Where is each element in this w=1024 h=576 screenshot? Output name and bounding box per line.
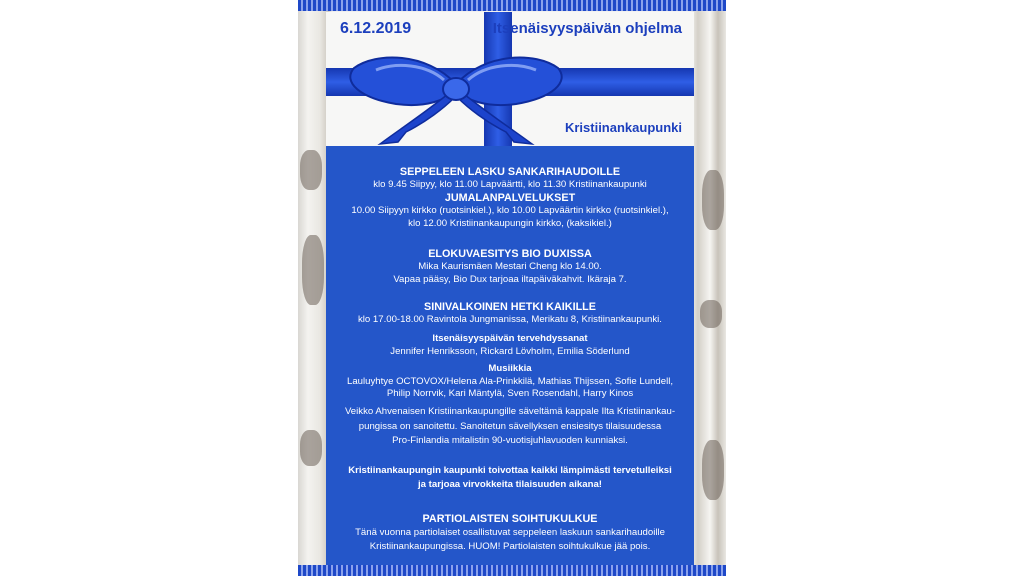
birch-bark-mark (300, 430, 322, 466)
moment-line: klo 17.00-18.00 Ravintola Jungmanissa, Merikatu 8, Kristiinankaupunki. (358, 314, 662, 325)
film-line-1: Mika Kaurismäen Mestari Cheng klo 14.00. (418, 261, 602, 272)
service-title: JUMALANPALVELUKSET (444, 192, 576, 204)
welcome-line-1: Kristiinankaupungin kaupunki toivottaa kaikki lämpimästi tervetulleiksi (348, 465, 672, 476)
scouts-line-1: Tänä vuonna partiolaiset osallistuvat seppeleen laskuun sankarihaudoille (355, 527, 665, 538)
scouts-title: PARTIOLAISTEN SOIHTUKULKUE (422, 513, 598, 525)
song-line-3: Pro-Finlandia mitalistin 90-vuotisjuhlavuoden kunniaksi. (392, 435, 628, 447)
music-title: Musiikkia (488, 363, 532, 374)
song-line-2: pungissa on sanoitettu. Sanoitetun sävellyksen ensiesitys tilaisuudessa (358, 420, 662, 432)
moment-section (326, 301, 694, 327)
welcome-section (326, 464, 694, 492)
song-line-1: Veikko Ahvenaisen Kristiinankaupungille säveltämä kappale Ilta Kristiinankau- (344, 406, 676, 417)
poster (298, 0, 726, 576)
service-line-2: klo 12.00 Kristiinankaupungin kirkko, (kaksikiel.) (408, 217, 612, 229)
film-section (326, 248, 694, 286)
scouts-line-2: Kristiinankaupungissa. HUOM! Partiolaisten soihtukulkue jää pois. (369, 541, 651, 552)
birch-bark-mark (702, 170, 724, 230)
birch-bark-mark (302, 235, 324, 305)
moment-title: SINIVALKOINEN HETKI KAIKILLE (424, 301, 596, 313)
service-line-1: 10.00 Siipyyn kirkko (ruotsinkiel.), klo 10.00 Lapväärtin kirkko (ruotsinkiel.), (351, 205, 669, 216)
ribbon-bow-icon (336, 42, 576, 146)
welcome-line-2: ja tarjoaa virvokkeita tilaisuuden aikana! (418, 479, 602, 490)
music-section (326, 363, 694, 401)
town-name: Kristiinankaupunki (564, 120, 682, 135)
service-section (326, 192, 694, 230)
program-title: Itsenäisyyspäivän ohjelma (492, 20, 682, 37)
greeting-title: Itsenäisyyspäivän tervehdyssanat (432, 333, 588, 344)
event-date: 6.12.2019 (340, 20, 412, 37)
birch-bark-mark (300, 150, 322, 190)
program-panel (326, 146, 694, 565)
song-section (326, 405, 694, 449)
film-line-2: Vapaa pääsy, Bio Dux tarjoaa iltapäiväkahvit. Ikäraja 7. (393, 273, 627, 285)
greeting-section (326, 333, 694, 358)
birch-bark-mark (702, 440, 724, 500)
wreath-title: SEPPELEEN LASKU SANKARIHAUDOILLE (399, 166, 621, 178)
bottom-stripe-border (298, 565, 726, 576)
top-stripe-border (298, 0, 726, 11)
birch-bark-mark (700, 300, 722, 328)
scouts-section (326, 513, 694, 554)
wreath-section (326, 166, 694, 192)
music-line-2: Philip Norrvik, Kari Mäntylä, Sven Rosendahl, Harry Kinos (386, 388, 634, 400)
film-title: ELOKUVAESITYS BIO DUXISSA (428, 248, 592, 260)
wreath-times: klo 9.45 Siipyy, klo 11.00 Lapväärtti, klo 11.30 Kristiinankaupunki (373, 179, 647, 190)
greeting-speakers: Jennifer Henriksson, Rickard Lövholm, Emilia Söderlund (390, 345, 630, 357)
header-card (326, 12, 694, 146)
music-line-1: Lauluyhtye OCTOVOX/Helena Ala-Prinkkilä, Mathias Thijssen, Sofie Lundell, (347, 375, 673, 387)
